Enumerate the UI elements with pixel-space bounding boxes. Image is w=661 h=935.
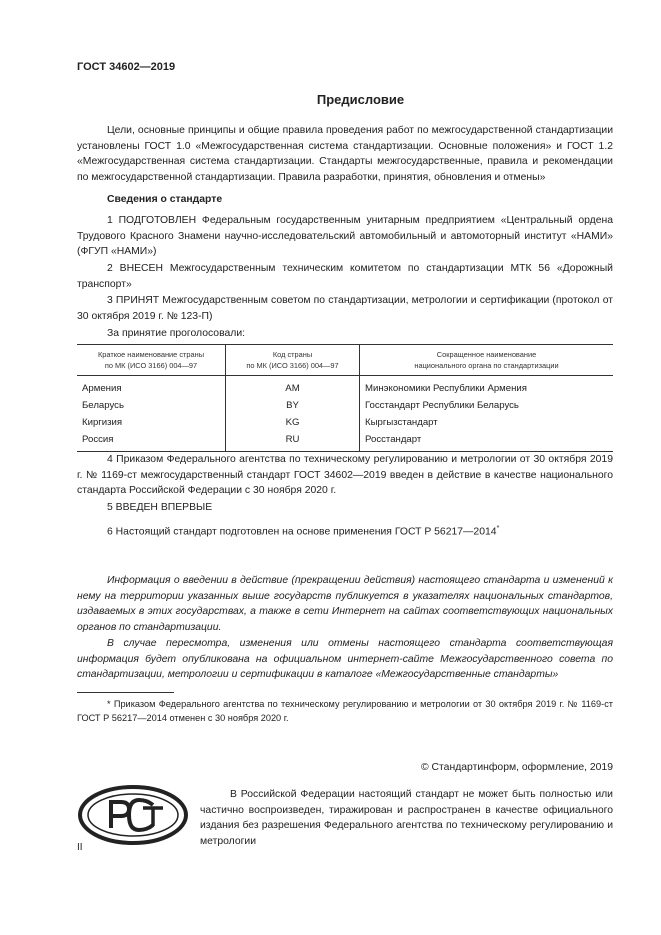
column-header-body-line2: национального органа по стандартизации (414, 361, 559, 370)
column-header-code (226, 345, 360, 376)
code-cell: AM (226, 376, 360, 398)
info-paragraph-2: В случае пересмотра, изменения или отмены настоящего стандарта соответствующая информация будет опубликована на официальном интернет-сайте Межгосударственного совета по стандартизации, метрологии и сертификации в каталоге «Межгосударственные стандарты» (77, 638, 613, 681)
info-paragraph-1: Информация о введении в действие (прекращении действия) настоящего стандарта и изменений к нему на территории указанных выше государств публикуется в указателях национальных стандартов, издаваемых в этих государствах, а также в сети Интернет на сайтах соответствующих национальных органов по стандартизации. (77, 575, 613, 633)
column-header-code-line1: Код страны (272, 350, 313, 359)
body-cell: Росстандарт (360, 431, 614, 452)
code-cell: BY (226, 397, 360, 414)
item-6-paragraph (77, 521, 613, 540)
voted-label: За принятие проголосовали: (107, 328, 246, 339)
table-row (77, 414, 613, 431)
section-heading: Сведения о стандарте (107, 194, 223, 205)
item-5-paragraph: 5 ВВЕДЕН ВПЕРВЫЕ (107, 502, 213, 513)
table-row (77, 397, 613, 414)
table-row (77, 431, 613, 452)
country-cell: Беларусь (82, 400, 124, 411)
document-code: ГОСТ 34602—2019 (77, 61, 176, 73)
column-header-code-line2: по МК (ИСО 3166) 004—97 (246, 361, 339, 370)
intro-paragraph: Цели, основные принципы и общие правила проведения работ по межгосударственной стандартизации установлены ГОСТ 1.0 «Межгосударственная система стандартизации. Основные положения» и ГОСТ 1.2 «Межгосударственная система стандартизации. Стандарты межгосударственные, правила и рекомендации по межгосударственной стандартизации. Правила разработки, принятия, обновления и отмены» (77, 125, 613, 183)
copyright-line: © Стандартинформ, оформление, 2019 (420, 762, 613, 773)
table-header-row (77, 345, 613, 376)
item-2-paragraph: 2 ВНЕСЕН Межгосударственным техническим комитетом по стандартизации МТК 56 «Дорожный транспорт» (77, 263, 613, 290)
code-cell: KG (226, 414, 360, 431)
column-header-country (77, 345, 226, 376)
rst-logo-icon (77, 784, 189, 846)
body-cell: Минэкономики Республики Армения (360, 376, 614, 398)
footnote-marker: * (496, 525, 500, 532)
code-cell: RU (226, 431, 360, 452)
column-header-body-line1: Сокращенное наименование (436, 350, 537, 359)
column-header-country-line2: по МК (ИСО 3166) 004—97 (104, 361, 198, 370)
item-3-paragraph: 3 ПРИНЯТ Межгосударственным советом по стандартизации, метрологии и сертификации (протокол от 30 октября 2019 г. № 123-П) (77, 295, 613, 322)
country-cell: Россия (77, 431, 226, 452)
item-4-paragraph: 4 Приказом Федерального агентства по техническому регулированию и метрологии от 30 октября 2019 г. № 1169-ст межгосударственный стандарт ГОСТ 34602—2019 введен в действие в качестве национального стандарта Российской Федерации с 30 ноября 2020 г. (77, 454, 613, 497)
table-row (77, 376, 613, 398)
item-1-paragraph: 1 ПОДГОТОВЛЕН Федеральным государственным унитарным предприятием «Центральный ордена Трудового Красного Знамени научно-исследовательский автомобильный и автомоторный институт «НАМИ» (ФГУП «НАМИ») (77, 215, 613, 258)
page-number: II (77, 842, 83, 853)
page-title: Предисловие (316, 92, 405, 107)
body-cell: Кыргызстандарт (360, 414, 614, 431)
body-cell: Госстандарт Республики Беларусь (360, 397, 614, 414)
copyright-notice: В Российской Федерации настоящий стандарт не может быть полностью или частично воспроизведен, тиражирован и распространен в качестве официального издания без разрешения Федерального агентства по техническому регулированию и метрологии (200, 789, 613, 847)
column-header-body (360, 345, 614, 376)
item-6-text: 6 Настоящий стандарт подготовлен на основе применения ГОСТ Р 56217—2014 (107, 526, 497, 538)
column-header-country-line1: Краткое наименование страны (97, 350, 205, 359)
country-cell: Киргизия (82, 417, 123, 428)
footnote: * Приказом Федерального агентства по техническому регулированию и метрологии от 30 октября 2019 г. № 1169-ст ГОСТ Р 56217—2014 отменен с 30 ноября 2020 г. (77, 699, 613, 723)
member-states-table (77, 344, 613, 452)
country-cell: Армения (82, 383, 122, 394)
footnote-divider (77, 692, 174, 693)
